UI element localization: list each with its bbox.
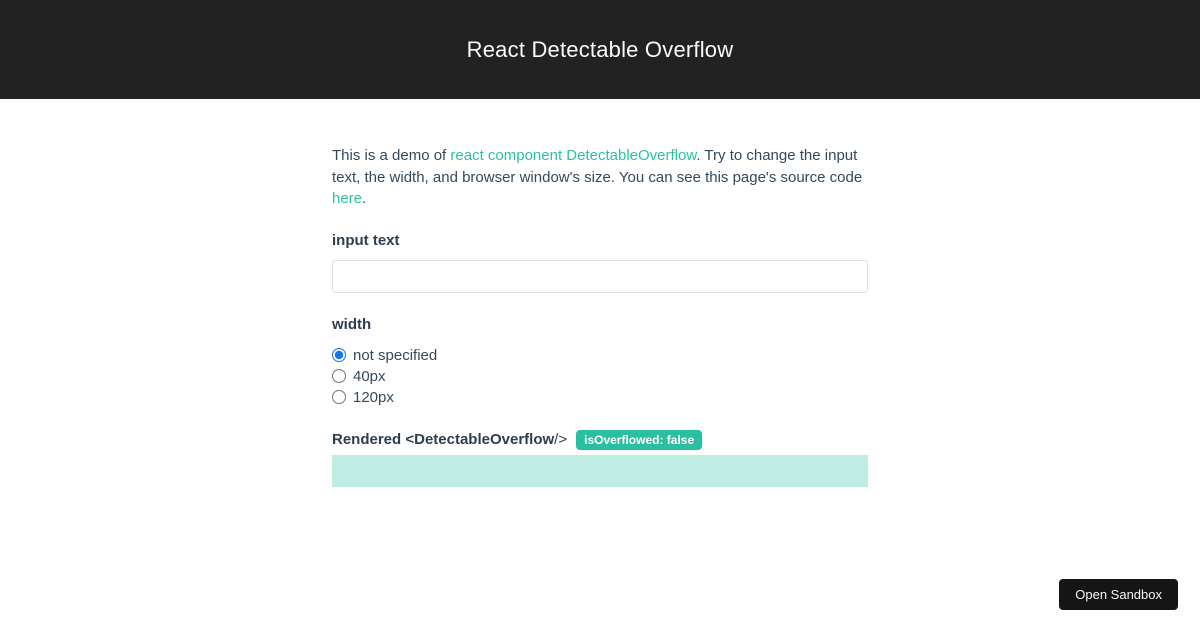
rendered-heading-row — [332, 430, 868, 450]
rendered-label-rest: /> — [554, 430, 568, 448]
width-label: width — [332, 315, 372, 333]
source-code-link[interactable]: here — [332, 190, 363, 207]
rendered-label-bold: Rendered <DetectableOverflow — [332, 430, 555, 448]
text-input[interactable] — [332, 260, 868, 293]
radio-option-not-specified[interactable] — [332, 345, 868, 366]
input-text-label: input text — [332, 231, 400, 249]
radio-label: 120px — [353, 388, 394, 406]
radio-input-40px[interactable] — [332, 369, 346, 383]
open-sandbox-button[interactable]: Open Sandbox — [1059, 579, 1178, 610]
page-title: React Detectable Overflow — [466, 36, 734, 62]
intro-text-start: This is a demo of — [332, 147, 451, 164]
intro-text-middle: . Try to change the input text, the width, and browser window's size. You can see this page's source code — [332, 147, 863, 186]
component-link[interactable]: react component DetectableOverflow — [450, 147, 697, 164]
overflow-status-badge: isOverflowed: false — [576, 430, 702, 450]
intro-paragraph — [332, 145, 868, 210]
radio-option-40px[interactable] — [332, 366, 868, 387]
intro-text-end: . — [362, 190, 367, 207]
radio-option-120px[interactable] — [332, 387, 868, 408]
radio-label: 40px — [353, 367, 386, 385]
detectable-overflow-box — [332, 455, 868, 487]
main-content — [332, 99, 868, 487]
radio-label: not specified — [353, 346, 438, 364]
radio-input-not-specified[interactable] — [332, 348, 346, 362]
width-radio-group — [332, 345, 868, 408]
radio-input-120px[interactable] — [332, 390, 346, 404]
header — [0, 0, 1200, 99]
